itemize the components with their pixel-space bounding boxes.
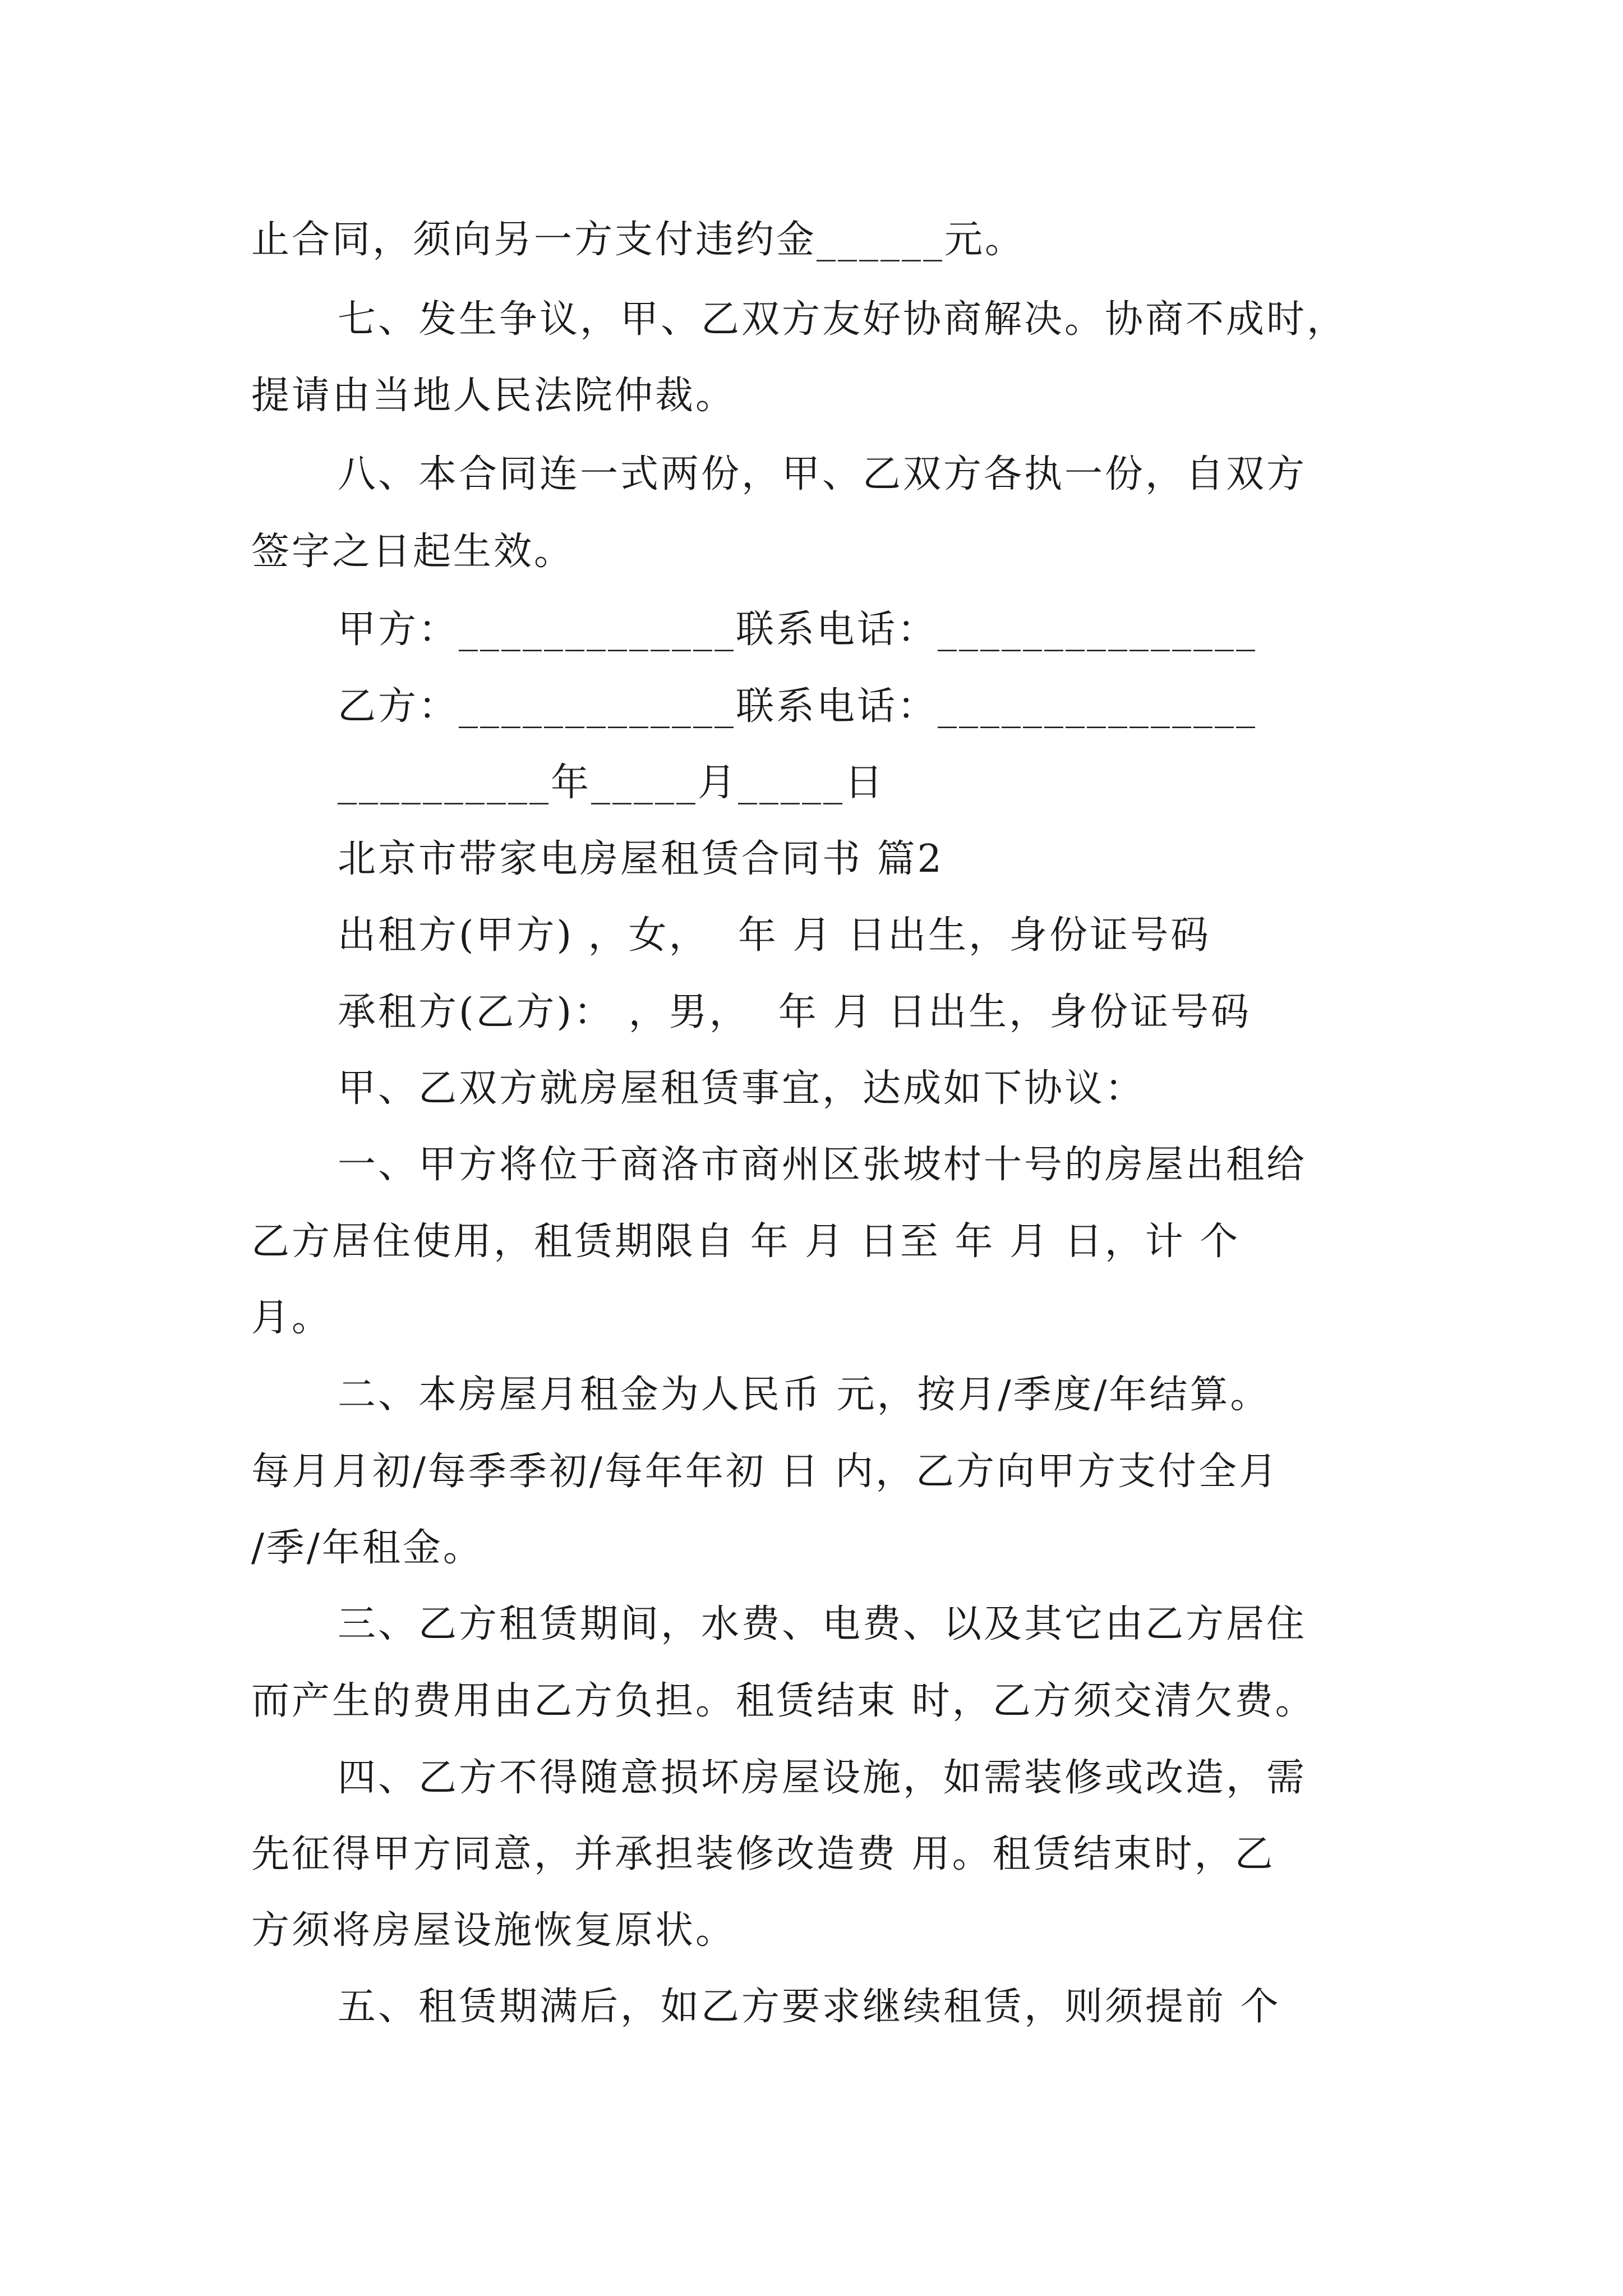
- text-line: 出租方(甲方) ，女， 年 月 日出生，身份证号码: [338, 913, 1211, 958]
- text-line: 每月月初/每季季初/每年年初 日 内，乙方向甲方支付全月: [251, 1450, 1280, 1494]
- text-line: 七、发生争议，甲、乙双方友好协商解决。协商不成时，: [338, 297, 1348, 342]
- text-line: 提请由当地人民法院仲裁。: [251, 374, 736, 418]
- text-line: 止合同，须向另一方支付违约金______元。: [251, 218, 1026, 262]
- text-line: 一、甲方将位于商洛市商州区张坡村十号的房屋出租给: [338, 1143, 1307, 1187]
- date-line: __________年_____月_____日: [338, 761, 886, 805]
- text-line: 先征得甲方同意，并承担装修改造费 用。租赁结束时，乙: [251, 1832, 1275, 1876]
- text-line: 八、本合同连一式两份，甲、乙双方各执一份，自双方: [338, 452, 1307, 496]
- text-line: 承租方(乙方)： ，男， 年 月 日出生，身份证号码: [338, 990, 1252, 1034]
- text-line: /季/年租金。: [251, 1526, 483, 1570]
- text-line: 方须将房屋设施恢复原状。: [251, 1908, 736, 1953]
- text-line: 而产生的费用由乙方负担。租赁结束 时，乙方须交清欠费。: [251, 1679, 1316, 1723]
- text-line: 四、乙方不得随意损坏房屋设施，如需装修或改造，需: [338, 1756, 1307, 1800]
- text-line: 签字之日起生效。: [251, 530, 575, 574]
- text-line: 三、乙方租赁期间，水费、电费、以及其它由乙方居住: [338, 1602, 1307, 1646]
- text-line: 五、租赁期满后，如乙方要求继续租赁，则须提前 个: [338, 1985, 1281, 2029]
- text-line: 二、本房屋月租金为人民币 元，按月/季度/年结算。: [338, 1373, 1271, 1417]
- text-line: 甲、乙双方就房屋租赁事宜，达成如下协议：: [338, 1066, 1146, 1111]
- text-line: 乙方居住使用，租赁期限自 年 月 日至 年 月 日，计 个: [251, 1220, 1241, 1264]
- signature-line-party-a: 甲方：_____________联系电话：_______________: [338, 608, 1258, 652]
- section-title: 北京市带家电房屋租赁合同书 篇2: [338, 837, 944, 881]
- signature-line-party-b: 乙方：_____________联系电话：_______________: [338, 684, 1258, 729]
- text-line: 月。: [251, 1296, 333, 1340]
